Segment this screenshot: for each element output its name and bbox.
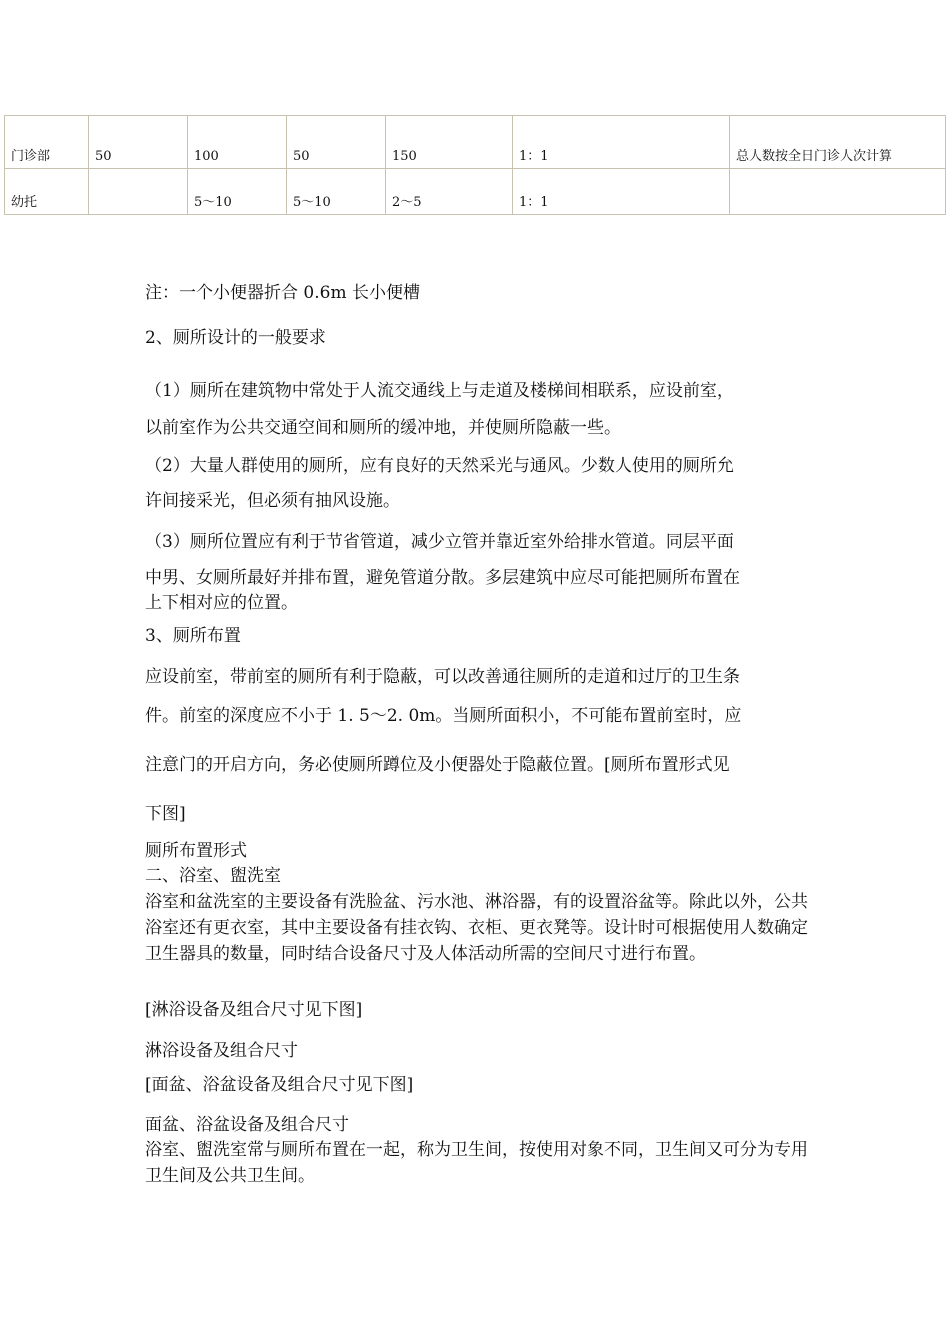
- table-cell: 门诊部: [5, 116, 89, 169]
- facilities-table: [4, 115, 946, 215]
- requirement-2-line: （2）大量人群使用的厕所，应有良好的天然采光与通风。少数人使用的厕所允: [145, 456, 734, 476]
- section-heading: 2、厕所设计的一般要求: [145, 328, 326, 348]
- table-cell: [89, 169, 188, 215]
- table-cell: 2～5: [386, 169, 513, 215]
- layout-text-line: 件。前室的深度应不小于 1. 5～2. 0m。当厕所面积小，不可能布置前室时，应: [145, 706, 742, 726]
- figure-caption: 厕所布置形式: [145, 841, 247, 861]
- table-cell: 50: [287, 116, 386, 169]
- table-cell: 50: [89, 116, 188, 169]
- requirement-3-line: 上下相对应的位置。: [145, 593, 298, 613]
- layout-text-line: 应设前室，带前室的厕所有利于隐蔽，可以改善通往厕所的走道和过厅的卫生条: [145, 667, 740, 687]
- table-cell: 1：1: [513, 169, 730, 215]
- figure-reference: [淋浴设备及组合尺寸见下图]: [145, 1000, 363, 1020]
- note-text: 注：一个小便器折合 0.6m 长小便槽: [145, 283, 420, 303]
- table-cell: 总人数按全日门诊人次计算: [730, 116, 946, 169]
- figure-caption: 淋浴设备及组合尺寸: [145, 1041, 298, 1061]
- requirement-1-line: 以前室作为公共交通空间和厕所的缓冲地，并使厕所隐蔽一些。: [145, 418, 621, 438]
- figure-reference: [面盆、浴盆设备及组合尺寸见下图]: [145, 1075, 414, 1095]
- bathroom-paragraph: 浴室和盆洗室的主要设备有洗脸盆、污水池、淋浴器，有的设置浴盆等。除此以外，公共浴室还有更衣室，其中主要设备有挂衣钩、衣柜、更衣凳等。设计时可根据使用人数确定卫生器具的数量，同时结合设备尺寸及人体活动所需的空间尺寸进行布置。: [145, 892, 808, 964]
- requirement-1-line: （1）厕所在建筑物中常处于人流交通线上与走道及楼梯间相联系，应设前室，: [145, 381, 734, 401]
- table-cell: [730, 169, 946, 215]
- requirement-3-line: （3）厕所位置应有利于节省管道，减少立管并靠近室外给排水管道。同层平面: [145, 532, 734, 552]
- layout-text-line: 下图]: [145, 804, 186, 824]
- table-cell: 100: [188, 116, 287, 169]
- closing-paragraph: 浴室、盥洗室常与厕所布置在一起，称为卫生间，按使用对象不同，卫生间又可分为专用卫生间及公共卫生间。: [145, 1140, 808, 1186]
- table-cell: 5～10: [287, 169, 386, 215]
- table-cell: 幼托: [5, 169, 89, 215]
- table-cell: 150: [386, 116, 513, 169]
- section-heading: 二、浴室、盥洗室: [145, 866, 281, 886]
- table-row: [5, 169, 946, 215]
- table-cell: 1：1: [513, 116, 730, 169]
- requirement-2-line: 许间接采光，但必须有抽风设施。: [145, 491, 400, 511]
- layout-text-line: 注意门的开启方向，务必使厕所蹲位及小便器处于隐蔽位置。[厕所布置形式见: [145, 755, 730, 775]
- figure-caption: 面盆、浴盆设备及组合尺寸: [145, 1115, 349, 1135]
- table-cell: 5～10: [188, 169, 287, 215]
- requirement-3-line: 中男、女厕所最好并排布置，避免管道分散。多层建筑中应尽可能把厕所布置在: [145, 568, 740, 588]
- section-heading: 3、厕所布置: [145, 626, 241, 646]
- table-row: [5, 116, 946, 169]
